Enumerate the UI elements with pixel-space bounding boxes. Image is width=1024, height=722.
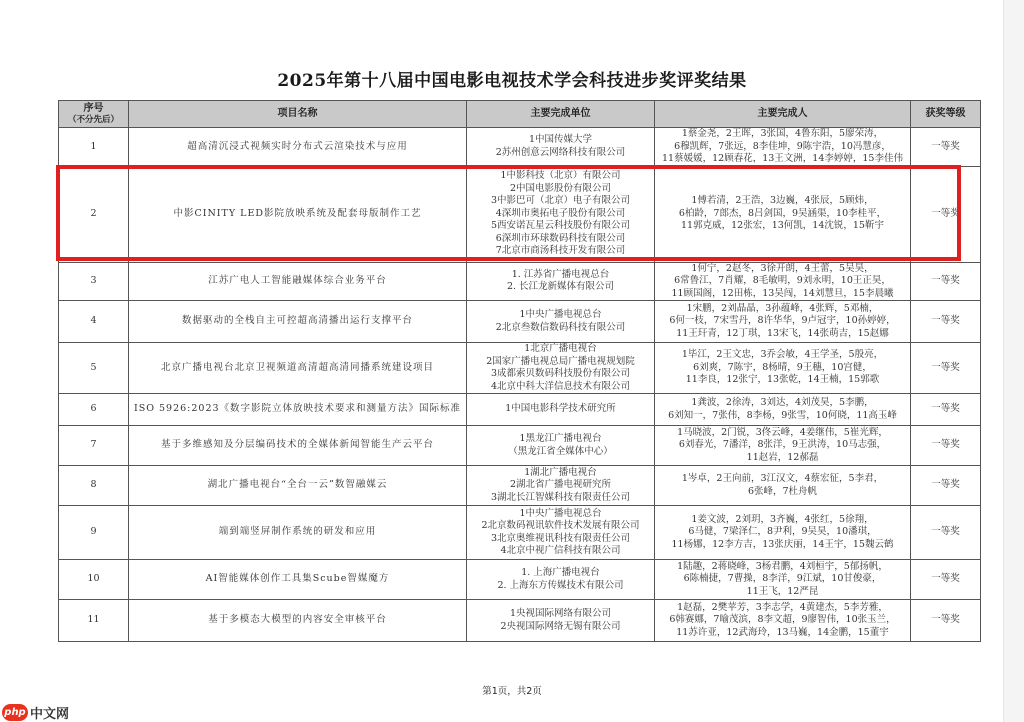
cell-seq: 4 xyxy=(59,301,129,343)
cell-units-line: 7北京市商汤科技开发有限公司 xyxy=(495,245,626,257)
table-row xyxy=(59,560,981,600)
cell-persons xyxy=(655,560,911,600)
cell-seq: 9 xyxy=(59,506,129,560)
cell-persons xyxy=(655,466,911,506)
cell-units-line: 1中央广播电视总台 xyxy=(519,507,602,519)
cell-units-line: 2北京叁数信数码科技有限公司 xyxy=(495,321,626,333)
cell-project: ISO 5926:2023《数字影院立体放映技术要求和测量方法》国际标准 xyxy=(129,394,467,426)
cell-persons-line: 6韩赛娜，7喻茂滨，8李文超，9廖智伟，10张玉兰， xyxy=(669,614,896,626)
cell-units-line: 1黑龙江广播电视台 xyxy=(519,433,602,444)
cell-units-line: 1湖北广播电视台 xyxy=(524,466,597,478)
cell-units-line: 4北京中视广信科技有限公司 xyxy=(500,545,621,556)
watermark-text: 中文网 xyxy=(30,706,70,722)
cell-persons-line: 1毕江，2王文忠，3乔会敏，4王学圣，5殷亮， xyxy=(681,349,884,361)
table-row xyxy=(59,343,981,394)
cell-persons-line: 6张峰，7杜舟帆 xyxy=(747,485,818,497)
cell-units-line: 3湖北长江智媒科技有限责任公司 xyxy=(490,491,631,503)
cell-persons-line: 11王飞，12严昆 xyxy=(746,585,819,597)
cell-seq: 6 xyxy=(59,394,129,426)
cell-project: 端到端竖屏制作系统的研发和应用 xyxy=(129,506,467,560)
cell-persons-line: 11蔡媛媛，12顾春花，13王文洲，14李婷婷，15李佳伟 xyxy=(662,153,903,164)
php-logo-icon: php xyxy=(2,704,28,721)
cell-units-line: 3中影巴可（北京）电子有限公司 xyxy=(490,195,631,207)
cell-persons-line: 11王玕青，12丁琪，13宋飞，14张萌吉，15赵娜 xyxy=(676,327,889,339)
cell-persons-line: 6马健，7梁泽仁，8尹利，9吴昊，10潘琪， xyxy=(688,526,877,538)
cell-persons-line: 11杨娜，12李方吉，13张庆丽，14王宇，15魏云鹤 xyxy=(671,538,894,550)
header-seq-note: （不分先后） xyxy=(67,115,119,126)
watermark xyxy=(2,702,69,722)
cell-persons-line: 6陈楠捷，7曹操，8李洋，9江斌，10甘俊豪， xyxy=(683,573,882,585)
table-row xyxy=(59,426,981,466)
cell-units xyxy=(467,426,655,466)
cell-persons-line: 1岑卓，2王向前，3江汉文，4蔡宏征，5李君， xyxy=(681,473,884,484)
cell-persons xyxy=(655,394,911,426)
cell-persons-line: 11郭克威，12张宏，13何凯，14沈锐，15靳宇 xyxy=(681,220,884,232)
page-number: 第1页，共2页 xyxy=(482,686,542,697)
cell-persons-line: 6常鲁江，7肖耀，8毛敏明，9刘永明，10王正昊， xyxy=(674,275,891,286)
header-level: 获奖等级 xyxy=(911,101,981,128)
cell-level: 一等奖 xyxy=(911,466,981,506)
header-persons: 主要完成人 xyxy=(655,101,911,128)
cell-units-line: 2央视国际网络无锡有限公司 xyxy=(500,620,621,632)
table-row xyxy=(59,466,981,506)
cell-project: 数据驱动的全栈自主可控超高清播出运行支撑平台 xyxy=(129,301,467,343)
cell-persons-line: 6刘爽，7陈宇，8杨晴，9王穗，10宫健， xyxy=(693,361,872,373)
cell-persons-line: 1龚波，2徐涛，3刘达，4刘茂昊，5李鹏， xyxy=(691,397,874,408)
cell-units-line: 2苏州创意云网络科技有限公司 xyxy=(495,146,626,158)
cell-project: 超高清沉浸式视频实时分布式云渲染技术与应用 xyxy=(129,128,467,167)
cell-level: 一等奖 xyxy=(911,301,981,343)
table-row xyxy=(59,301,981,343)
cell-units xyxy=(467,166,655,262)
cell-persons-line: 1宋鹏，2刘晶晶，3孙蕴峰，4张辉，5邓楠， xyxy=(686,302,879,314)
cell-units xyxy=(467,301,655,343)
cell-seq: 11 xyxy=(59,600,129,642)
cell-units xyxy=(467,394,655,426)
cell-persons xyxy=(655,506,911,560)
table-row xyxy=(59,394,981,426)
cell-seq: 5 xyxy=(59,343,129,394)
cell-units-line: 1. 上海广播电视台 xyxy=(521,567,600,578)
cell-project: 北京广播电视台北京卫视频道高清超高清同播系统建设项目 xyxy=(129,343,467,394)
cell-units-line: 2中国电影股份有限公司 xyxy=(509,182,612,194)
header-seq-label: 序号 xyxy=(83,102,104,114)
cell-units-line: 1. 江苏省广播电视总台 xyxy=(511,268,610,280)
cell-project: 中影CINITY LED影院放映系统及配套母版制作工艺 xyxy=(129,166,467,262)
cell-units xyxy=(467,506,655,560)
cell-project: AI智能媒体创作工具集Scube智媒魔方 xyxy=(129,560,467,600)
awards-table xyxy=(58,100,981,642)
cell-level: 一等奖 xyxy=(911,394,981,426)
cell-level: 一等奖 xyxy=(911,426,981,466)
cell-units-line: 2. 长江龙新媒体有限公司 xyxy=(506,281,615,293)
cell-level: 一等奖 xyxy=(911,128,981,167)
cell-units-line: 1北京广播电视台 xyxy=(524,343,597,354)
cell-persons xyxy=(655,343,911,394)
cell-persons-line: 11顾国阁，12田栋，13吴闯，14刘慧旦，15李晨曦 xyxy=(671,287,894,299)
cell-units-line: 4深圳市奥拓电子股份有限公司 xyxy=(495,207,626,219)
cell-units xyxy=(467,343,655,394)
cell-project: 湖北广播电视台“全台一云”数智融媒云 xyxy=(129,466,467,506)
cell-seq: 8 xyxy=(59,466,129,506)
cell-units-line: 1央视国际网络有限公司 xyxy=(509,608,612,619)
cell-persons xyxy=(655,262,911,301)
cell-persons-line: 1何宁，2赵冬，3徐开朗，4王蕾，5吴昊， xyxy=(691,262,874,274)
cell-seq: 3 xyxy=(59,262,129,301)
cell-units xyxy=(467,466,655,506)
cell-units-line: 1中国电影科学技术研究所 xyxy=(505,403,616,415)
cell-level: 一等奖 xyxy=(911,343,981,394)
cell-persons-line: 6穆凯辉，7张远，8李佳坤，9陈宇浩，10冯慧彦， xyxy=(674,140,891,152)
cell-units-line: 3北京奥维视讯科技有限责任公司 xyxy=(490,532,631,544)
cell-units-line: 4北京中科大洋信息技术有限公司 xyxy=(490,380,631,392)
cell-persons xyxy=(655,426,911,466)
cell-units-line: 2北京数码视讯软件技术发展有限公司 xyxy=(481,520,640,531)
cell-units xyxy=(467,262,655,301)
cell-persons-line: 6刘春光，7潘洋，8张洋，9王洪涛，10马志强， xyxy=(678,439,887,451)
cell-units-line: （黑龙江省全媒体中心） xyxy=(508,445,613,457)
cell-persons-line: 11苏许亚，12武海玲，13马巍，14金鹏，15董宇 xyxy=(676,626,889,638)
cell-units-line: 1中影科技（北京）有限公司 xyxy=(500,170,621,182)
cell-units-line: 2湖北省广播电视研究所 xyxy=(509,479,612,491)
cell-units-line: 5西安诺瓦星云科技股份有限公司 xyxy=(490,220,631,232)
cell-persons-line: 6何一枝，7宋雪丹，8许华华，9卢冠宇，10孙婷婷， xyxy=(669,315,896,327)
cell-persons-line: 1姜文波，2刘玥，3齐巍，4张红，5徐翔， xyxy=(691,513,874,525)
cell-units-line: 3成都索贝数码科技股份有限公司 xyxy=(490,368,631,379)
cell-persons xyxy=(655,128,911,167)
header-seq xyxy=(59,101,129,128)
cell-level: 一等奖 xyxy=(911,600,981,642)
header-project: 项目名称 xyxy=(129,101,467,128)
cell-units xyxy=(467,600,655,642)
cell-units xyxy=(467,560,655,600)
cell-persons-line: 1傅若清，2王浩，3边巍，4张辰，5顾炜， xyxy=(691,195,874,207)
cell-level: 一等奖 xyxy=(911,166,981,262)
cell-units-line: 2国家广播电视总局广播电视规划院 xyxy=(486,355,635,367)
cell-units-line: 2. 上海东方传媒技术有限公司 xyxy=(497,579,624,591)
cell-persons-line: 1赵磊，2樊苹芳，3李志学，4黄建杰，5李芳雅， xyxy=(677,601,888,613)
table-row xyxy=(59,600,981,642)
cell-persons-line: 1马晓波，2门锐，3佟云峰，4姜继伟，5崔光辉， xyxy=(677,426,888,438)
cell-seq: 10 xyxy=(59,560,129,600)
table-header-row xyxy=(59,101,981,128)
cell-persons-line: 11赵岩，12郝磊 xyxy=(746,451,819,463)
table-row xyxy=(59,262,981,301)
table-row xyxy=(59,506,981,560)
cell-level: 一等奖 xyxy=(911,506,981,560)
cell-persons-line: 11李良，12张宁，13张乾，14王楠，15郭歌 xyxy=(685,374,880,386)
cell-persons-line: 1陆趣，2蒋晓峰，3杨君鹏，4刘桓宇，5郁扬帆， xyxy=(677,560,888,572)
cell-level: 一等奖 xyxy=(911,560,981,600)
cell-units-line: 1中央广播电视总台 xyxy=(519,309,602,320)
page-edge xyxy=(1003,0,1024,722)
cell-units-line: 1中国传媒大学 xyxy=(528,134,593,146)
cell-seq: 1 xyxy=(59,128,129,167)
document-title: 2025年第十八届中国电影电视技术学会科技进步奖评奖结果 xyxy=(277,71,747,91)
cell-project: 江苏广电人工智能融媒体综合业务平台 xyxy=(129,262,467,301)
cell-persons xyxy=(655,301,911,343)
cell-seq: 2 xyxy=(59,166,129,262)
cell-project: 基于多模态大模型的内容安全审核平台 xyxy=(129,600,467,642)
table-row xyxy=(59,128,981,167)
cell-persons xyxy=(655,600,911,642)
cell-units-line: 6深圳市环球数码科技有限公司 xyxy=(495,232,626,244)
table-row xyxy=(59,166,981,262)
cell-project: 基于多维感知及分层编码技术的全媒体新闻智能生产云平台 xyxy=(129,426,467,466)
cell-seq: 7 xyxy=(59,426,129,466)
cell-level: 一等奖 xyxy=(911,262,981,301)
cell-units xyxy=(467,128,655,167)
cell-persons xyxy=(655,166,911,262)
header-units: 主要完成单位 xyxy=(467,101,655,128)
cell-persons-line: 1蔡金尧，2王晖，3张国，4鲁东阳，5廖荣涛， xyxy=(681,128,884,139)
cell-persons-line: 6柏龄，7郎杰，8吕剑国，9吴涵渠，10李桂平， xyxy=(678,207,887,219)
cell-persons-line: 6刘知一，7张伟，8李杨，9张雪，10何晓，11高玉峰 xyxy=(668,409,897,421)
